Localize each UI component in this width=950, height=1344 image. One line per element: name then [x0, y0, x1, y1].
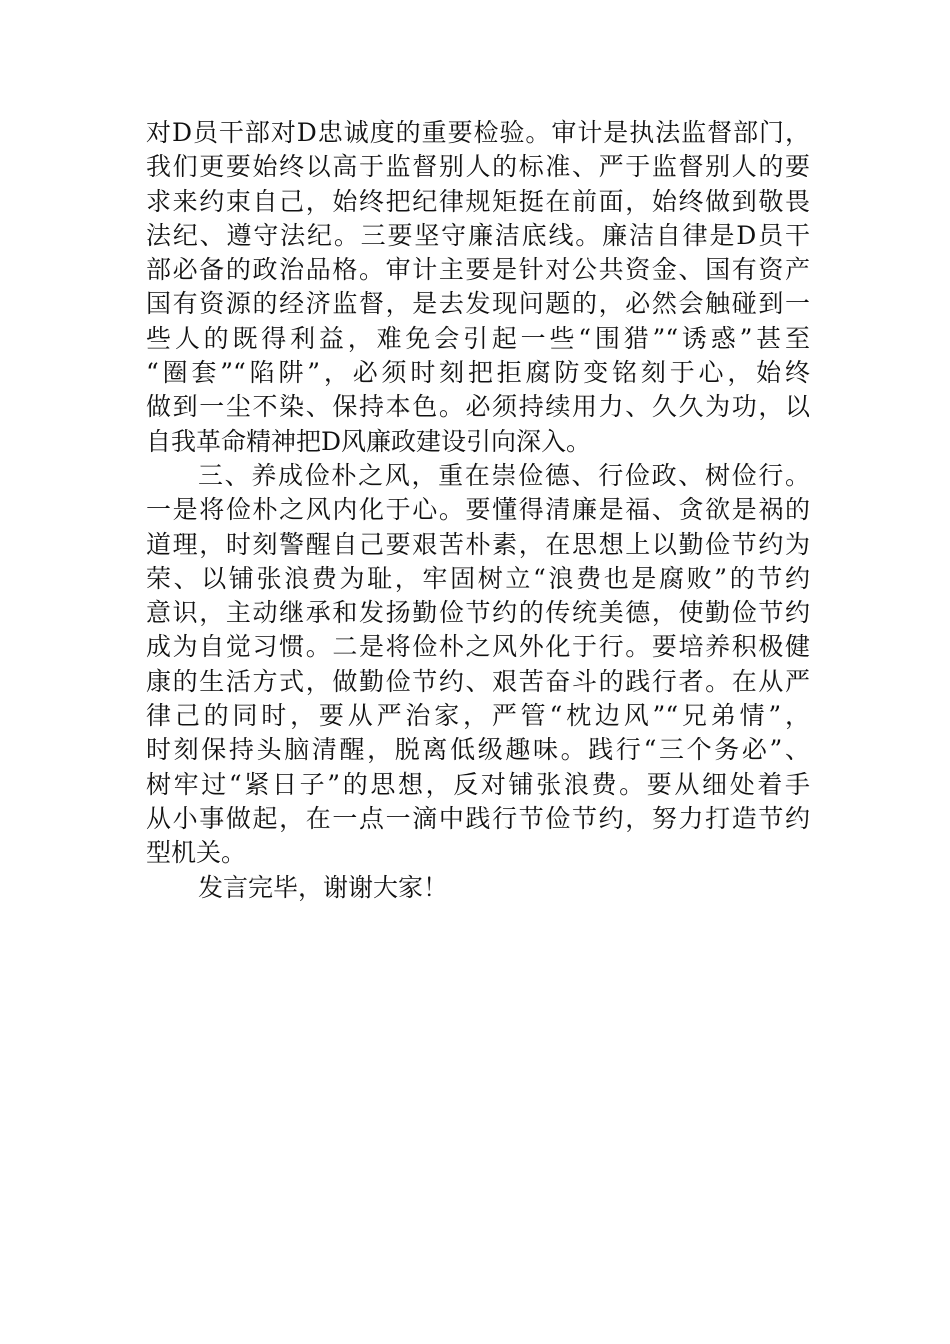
text-line: “圈套”“陷阱”，必须时刻把拒腐防变铭刻于心，始终 [146, 358, 810, 388]
text-line: 道理，时刻警醒自己要艰苦朴素，在思想上以勤俭节约为 [146, 529, 810, 559]
text-line: 国有资源的经济监督，是去发现问题的，必然会触碰到一 [146, 289, 810, 319]
text-line: 法纪、遵守法纪。三要坚守廉洁底线。廉洁自律是D员干 [146, 220, 810, 250]
closing-line: 发言完毕，谢谢大家！ [198, 872, 449, 902]
text-line: 成为自觉习惯。二是将俭朴之风外化于行。要培养积极健 [146, 632, 810, 662]
section-heading-line: 三、养成俭朴之风，重在崇俭德、行俭政、树俭行。 [198, 460, 810, 490]
text-line: 树牢过“紧日子”的思想，反对铺张浪费。要从细处着手 [146, 769, 810, 799]
text-line: 时刻保持头脑清醒，脱离低级趣味。践行“三个务必”、 [146, 735, 810, 765]
text-line: 做到一尘不染、保持本色。必须持续用力、久久为功，以 [146, 392, 810, 422]
text-line: 律己的同时，要从严治家，严管“枕边风”“兄弟情”， [146, 701, 810, 731]
text-line: 对D员干部对D忠诚度的重要检验。审计是执法监督部门， [146, 118, 810, 147]
text-line: 些人的既得利益，难免会引起一些“围猎”“诱惑”甚至 [146, 323, 810, 353]
text-line: 求来约束自己，始终把纪律规矩挺在前面，始终做到敬畏 [146, 186, 810, 216]
text-line: 部必备的政治品格。审计主要是针对公共资金、国有资产 [146, 255, 810, 285]
text-line: 型机关。 [146, 838, 247, 868]
text-line: 康的生活方式，做勤俭节约、艰苦奋斗的践行者。在从严 [146, 666, 810, 696]
text-line: 意识，主动继承和发扬勤俭节约的传统美德，使勤俭节约 [146, 598, 810, 628]
text-line: 荣、以铺张浪费为耻，牢固树立“浪费也是腐败”的节约 [146, 563, 810, 593]
text-line: 从小事做起，在一点一滴中践行节俭节约，努力打造节约 [146, 803, 810, 833]
text-line: 一是将俭朴之风内化于心。要懂得清廉是福、贪欲是祸的 [146, 495, 810, 525]
document-body [146, 116, 810, 905]
text-line: 自我革命精神把D风廉政建设引向深入。 [146, 426, 592, 456]
text-line: 我们更要始终以高于监督别人的标准、严于监督别人的要 [146, 152, 810, 182]
